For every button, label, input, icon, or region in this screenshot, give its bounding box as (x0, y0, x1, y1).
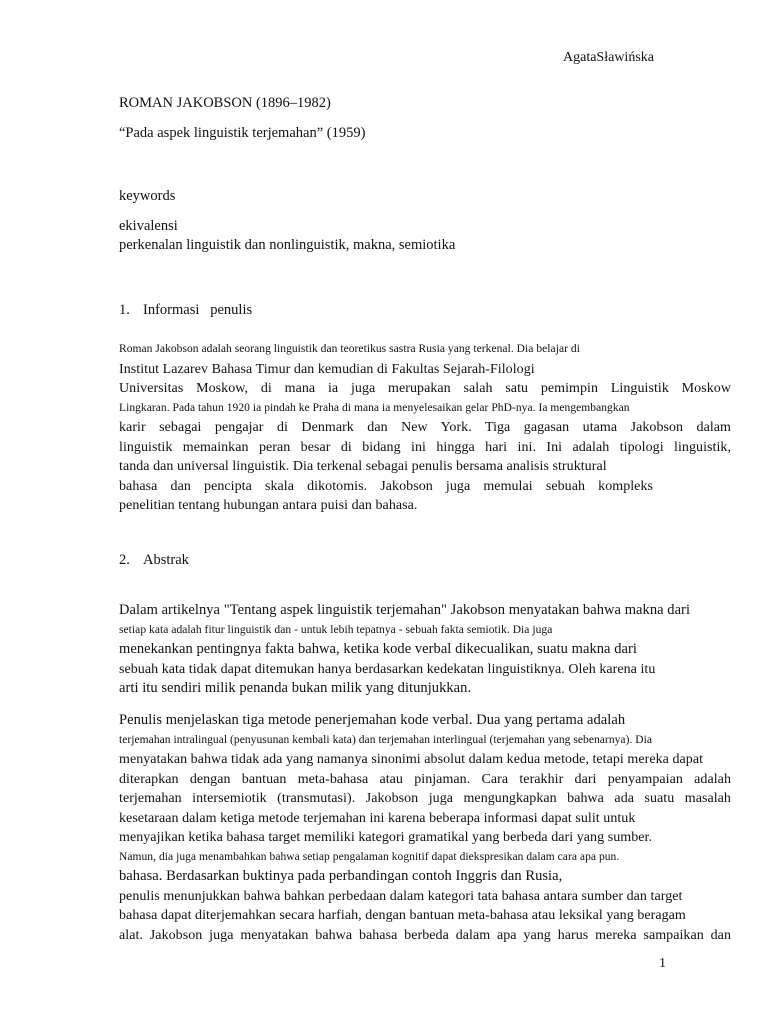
text-line: kesetaraan dalam ketiga metode terjemahan ini karena beberapa informasi dapat sulit untuk (119, 810, 636, 826)
text-line: setiap kata adalah fitur linguistik dan - untuk lebih tepatnya - sebuah fakta semiotik. Dia juga (119, 623, 553, 636)
keywords-block (119, 188, 731, 255)
document-subtitle: “Pada aspek linguistik terjemahan” (1959) (119, 125, 366, 141)
section-title: Abstrak (143, 552, 189, 568)
section-number: 1. (119, 302, 130, 318)
text-line: Dalam artikelnya "Tentang aspek linguistik terjemahan" Jakobson menyatakan bahwa makna dari (119, 602, 691, 618)
section-heading-1 (119, 302, 731, 319)
text-line: Namun, dia juga menambahkan bahwa setiap pengalaman kognitif dapat diekspresikan dalam cara apa pun. (119, 850, 620, 863)
title-block (119, 94, 731, 142)
section-title: Informasi penulis (143, 302, 253, 318)
text-line: diterapkan dengan bantuan meta-bahasa atau pinjaman. Cara terakhir dari penyampaian adalah (119, 771, 731, 787)
section-1-paragraph (119, 340, 731, 516)
text-line: sebuah kata tidak dapat ditemukan hanya berdasarkan kedekatan linguistiknya. Oleh karena itu (119, 661, 656, 677)
text-line: menekankan pentingnya fakta bahwa, ketika kode verbal dikecualikan, suatu makna dari (119, 641, 637, 657)
text-line: terjemahan intersemiotik (transmutasi). Jakobson juga mengungkapkan bahwa ada suatu masalah (119, 791, 731, 806)
text-line: bahasa dan pencipta skala dikotomis. Jakobson juga memulai sebuah kompleks (119, 478, 653, 494)
text-line: alat. Jakobson juga menyatakan bahwa bahasa berbeda dalam apa yang harus mereka sampaikan dan (119, 927, 731, 943)
document-title: ROMAN JAKOBSON (1896–1982) (119, 95, 331, 111)
keyword-line: ekivalensi (119, 218, 178, 234)
section-number: 2. (119, 552, 130, 568)
author-name: AgataSławińska (563, 50, 654, 65)
text-line: Institut Lazarev Bahasa Timur dan kemudian di Fakultas Sejarah-Filologi (119, 361, 535, 377)
page-number: 1 (659, 956, 666, 971)
text-line: karir sebagai pengajar di Denmark dan New York. Tiga gagasan utama Jakobson dalam (119, 420, 731, 435)
text-line: terjemahan intralingual (penyusunan kembali kata) dan terjemahan interlingual (terjemahan yang sebenarnya). Dia (119, 733, 653, 746)
text-line: menyatakan bahwa tidak ada yang namanya sinonimi absolut dalam kedua metode, tetapi mereka dapat (119, 752, 704, 767)
text-line: bahasa. Berdasarkan buktinya pada perbandingan contoh Inggris dan Rusia, (119, 868, 563, 884)
section-heading-2 (119, 552, 731, 569)
text-line: penulis menunjukkan bahwa bahkan perbedaan dalam kategori tata bahasa antara sumber dan target (119, 888, 683, 904)
abstract-paragraph-1 (119, 601, 731, 699)
text-line: linguistik memainkan peran besar di bidang ini hingga hari ini. Ini adalah tipologi linguistik, (119, 439, 731, 455)
text-line: Penulis menjelaskan tiga metode penerjemahan kode verbal. Dua yang pertama adalah (119, 712, 626, 728)
text-line: Lingkaran. Pada tahun 1920 ia pindah ke Praha di mana ia menyelesaikan gelar PhD-nya. Ia mengembangkan (119, 401, 630, 414)
text-line: penelitian tentang hubungan antara puisi dan bahasa. (119, 498, 418, 513)
text-line: bahasa dapat diterjemahkan secara harfiah, dengan bantuan meta-bahasa atau leksikal yang beragam (119, 908, 686, 923)
text-line: tanda dan universal linguistik. Dia terkenal sebagai penulis bersama analisis struktural (119, 459, 607, 474)
text-line: Roman Jakobson adalah seorang linguistik dan teoretikus sastra Rusia yang terkenal. Dia belajar di (119, 343, 580, 355)
text-line: arti itu sendiri milik penanda bukan milik yang ditunjukkan. (119, 680, 472, 696)
keywords-label: keywords (119, 188, 176, 204)
abstract-paragraph-2 (119, 711, 731, 945)
keyword-line: perkenalan linguistik dan nonlinguistik, makna, semiotika (119, 237, 456, 253)
text-line: menyajikan ketika bahasa target memiliki kategori gramatikal yang berbeda dari yang sumber. (119, 830, 652, 845)
text-line: Universitas Moskow, di mana ia juga merupakan salah satu pemimpin Linguistik Moskow (119, 381, 731, 396)
